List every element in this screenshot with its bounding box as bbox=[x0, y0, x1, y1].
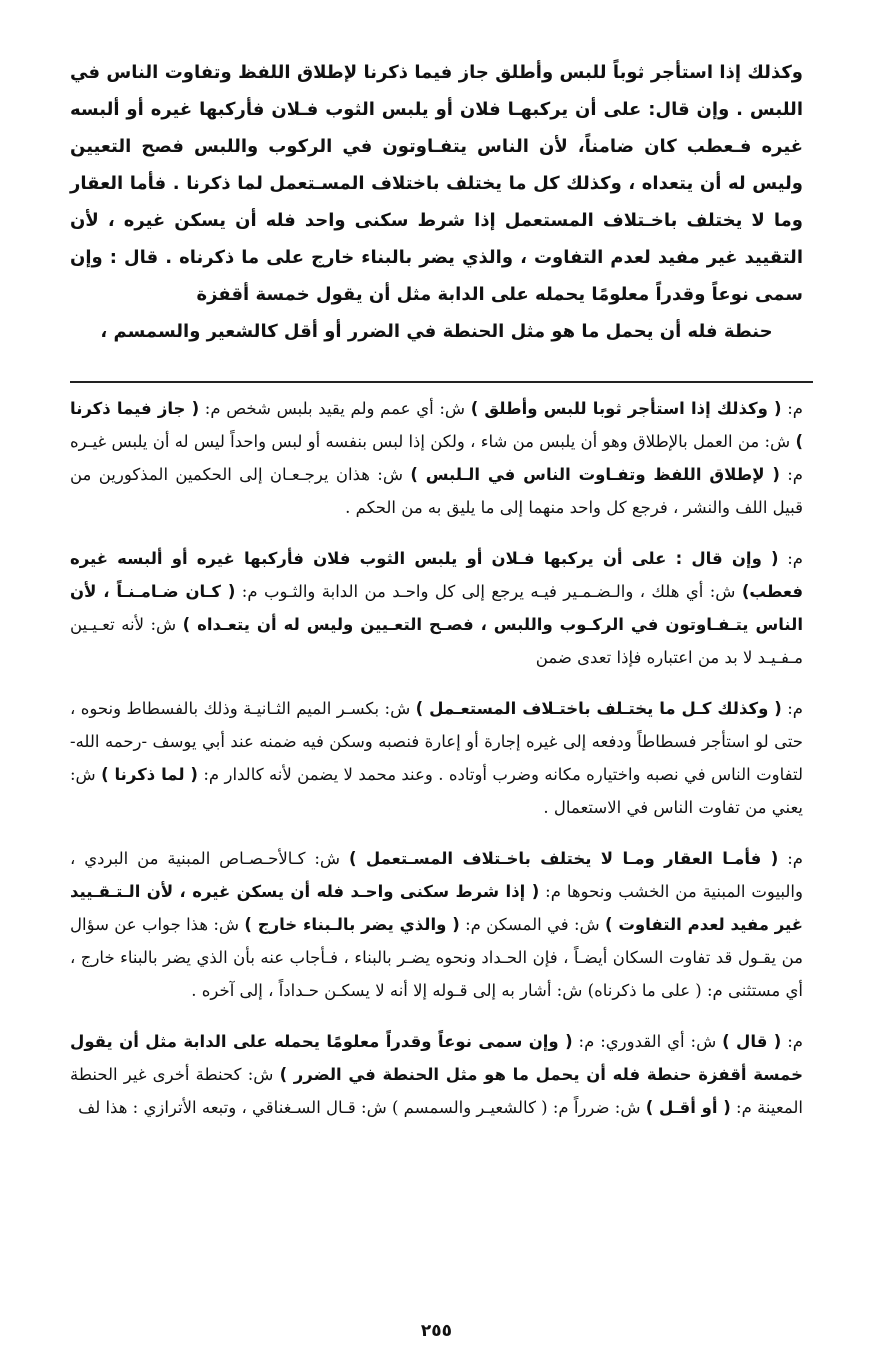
commentary-paragraph bbox=[70, 392, 803, 524]
page-number: ٢٥٥ bbox=[420, 1321, 453, 1341]
quoted-main-text: ( جاز فيما ذكرنا ) bbox=[70, 399, 803, 451]
commentary-paragraph bbox=[70, 842, 803, 1007]
commentary-text: ش: ضرراً م: ( كالشعيـر والسمسم ) ش: قـال السـغناقي ، وتبعه الأترازي : هذا لف bbox=[78, 1098, 646, 1117]
quoted-main-text: ( فأمـا العقار ومـا لا يختلف باخـتلاف المسـتعمل ) bbox=[348, 849, 779, 868]
commentary-text: م: bbox=[781, 699, 803, 718]
commentary-text: ش: يعني من تفاوت الناس في الاستعمال . bbox=[70, 765, 803, 817]
commentary-text: ش: كـالأحـصـاص المبنية من البردي ، والبيوت المبنية من الخشب ونحوها م: bbox=[70, 849, 803, 901]
commentary-paragraph bbox=[70, 1025, 803, 1124]
main-text-block bbox=[70, 54, 803, 350]
commentary-text: ش: أي هلك ، والـضـمـير فيـه يرجع إلى كل واحـد من الدابة والثـوب م: bbox=[235, 582, 742, 601]
commentary-text: م: bbox=[778, 549, 803, 568]
commentary-text: ش: في المسكن م: bbox=[459, 915, 605, 934]
commentary-text: م: bbox=[781, 399, 804, 418]
commentary-text: م: bbox=[781, 1032, 803, 1051]
quoted-main-text: ( وإن سمى نوعاً وقدراً معلومًا يحمله على الدابة مثل أن يقول خمسة أقفزة حنطة فله أن يحمل ما هو مثل الحنطة في الضرر ) bbox=[70, 1032, 803, 1084]
quoted-main-text: ( قال ) bbox=[722, 1032, 782, 1051]
quoted-main-text: ( كـان ضـامـنـاً ، لأن الناس يتـفـاوتون في الركـوب واللبس ، فصـح التعـيين وليس له أن يتعـداه ) bbox=[70, 582, 803, 634]
quoted-main-text: ( والذي يضر بالـبناء خارج ) bbox=[244, 915, 460, 934]
commentary-text: ش: هذا جواب عن سؤال من يقـول قد تفاوت السكان أيضـاً ، فإن الحـداد ونحوه يضـر بالبناء ، فـأجاب عنه بأن الذي يضر بالبناء خارج ، أي مستثنى م: ( على ما ذكرناه) ش: أشار به إلى قـوله إلا أنه لا يسكـن حـداداً ، إلى آخره . bbox=[70, 915, 803, 1000]
commentary-text: ش: أي عمم ولم يقيد بلبس شخص م: bbox=[199, 399, 471, 418]
quoted-main-text: ( إذا شرط سكنى واحـد فله أن يسكن غيره ، لأن الـتـقـييد غير مفيد لعدم التفاوت ) bbox=[70, 882, 803, 934]
commentary-text: ش: أي القدوري: م: bbox=[572, 1032, 723, 1051]
quoted-main-text: ( وإن قال : على أن يركبها فـلان أو يلبس الثوب فلان فأركبها غيره أو ألبسه غيره فعطب) bbox=[70, 549, 804, 601]
commentary-block bbox=[70, 392, 803, 1142]
main-text-body: وكذلك إذا استأجر ثوباً للبس وأطلق جاز فيما ذكرنا لإطلاق اللفظ وتفاوت الناس في اللبس . وإن قال: على أن يركبهـا فلان أو يلبس الثوب فـلان فأركبها غيره أو ألبسه غيره فـعطب كان ضامناً، لأن الناس يتفـاوتون في الركوب واللبس فصح التعيين وليس له أن يتعداه ، وكذلك كل ما يختلف باختلاف المسـتعمل لما ذكرنا . فأما العقار وما لا يختلف باخـتلاف المستعمل إذا شرط سكنى واحد فله أن يسكن غيره ، لأن التقييد غير مفيد لعدم التفاوت ، والذي يضر بالبناء خارج على ما ذكرناه . قال : وإن سمى نوعاً وقدراً معلومًا يحمله على الدابة مثل أن يقول خمسة أقفزة bbox=[70, 62, 803, 305]
commentary-text: ش: لأنه تعـيـين مـفـيـد لا بد من اعتباره فإذا تعدى ضمن bbox=[70, 615, 803, 667]
commentary-paragraph bbox=[70, 542, 803, 674]
quoted-main-text: ( لما ذكرنا ) bbox=[101, 765, 198, 784]
commentary-text: ش: كحنطة أخرى غير الحنطة المعينة م: bbox=[70, 1065, 803, 1117]
commentary-text: ش: هذان يرجـعـان إلى الحكمين المذكورين من قبيل اللف والنشر ، فرجع كل واحد منهما إلى ما يليق به من الحكم . bbox=[70, 465, 803, 517]
quoted-main-text: ( وكذلك كـل ما يختـلف باختـلاف المستعـمل ) bbox=[415, 699, 782, 718]
quoted-main-text: ( أو أقـل ) bbox=[645, 1098, 731, 1117]
commentary-text: ش: بكسـر الميم الثـانيـة وذلك بالفسطاط ونحوه ، حتى لو استأجر فسطاطاً ودفعه إلى غيره إجارة أو إعارة فنصبه وسكن فيه ضمنه عند أبي يوسف -رحمه الله- لتفاوت الناس في نصبه واختياره مكانه وضرب أوتاده . وعند محمد لا يضمن لأنه كالدار م: bbox=[70, 699, 803, 784]
quoted-main-text: ( لإطلاق اللفظ وتفـاوت الناس في الـلبس ) bbox=[410, 465, 780, 484]
quoted-main-text: ( وكذلك إذا استأجر ثوبا للبس وأطلق ) bbox=[470, 399, 782, 418]
main-text-last-line: حنطة فله أن يحمل ما هو مثل الحنطة في الضرر أو أقل كالشعير والسمسم ، bbox=[100, 321, 773, 342]
commentary-text: ش: من العمل بالإطلاق وهو أن يلبس من شاء ، ولكن إذا لبس بنفسه أو لبس واحداً ليس له أن يلبس غيـره م: bbox=[70, 432, 803, 484]
commentary-text: م: bbox=[778, 849, 803, 868]
commentary-paragraph bbox=[70, 692, 803, 824]
divider-line bbox=[70, 381, 813, 383]
